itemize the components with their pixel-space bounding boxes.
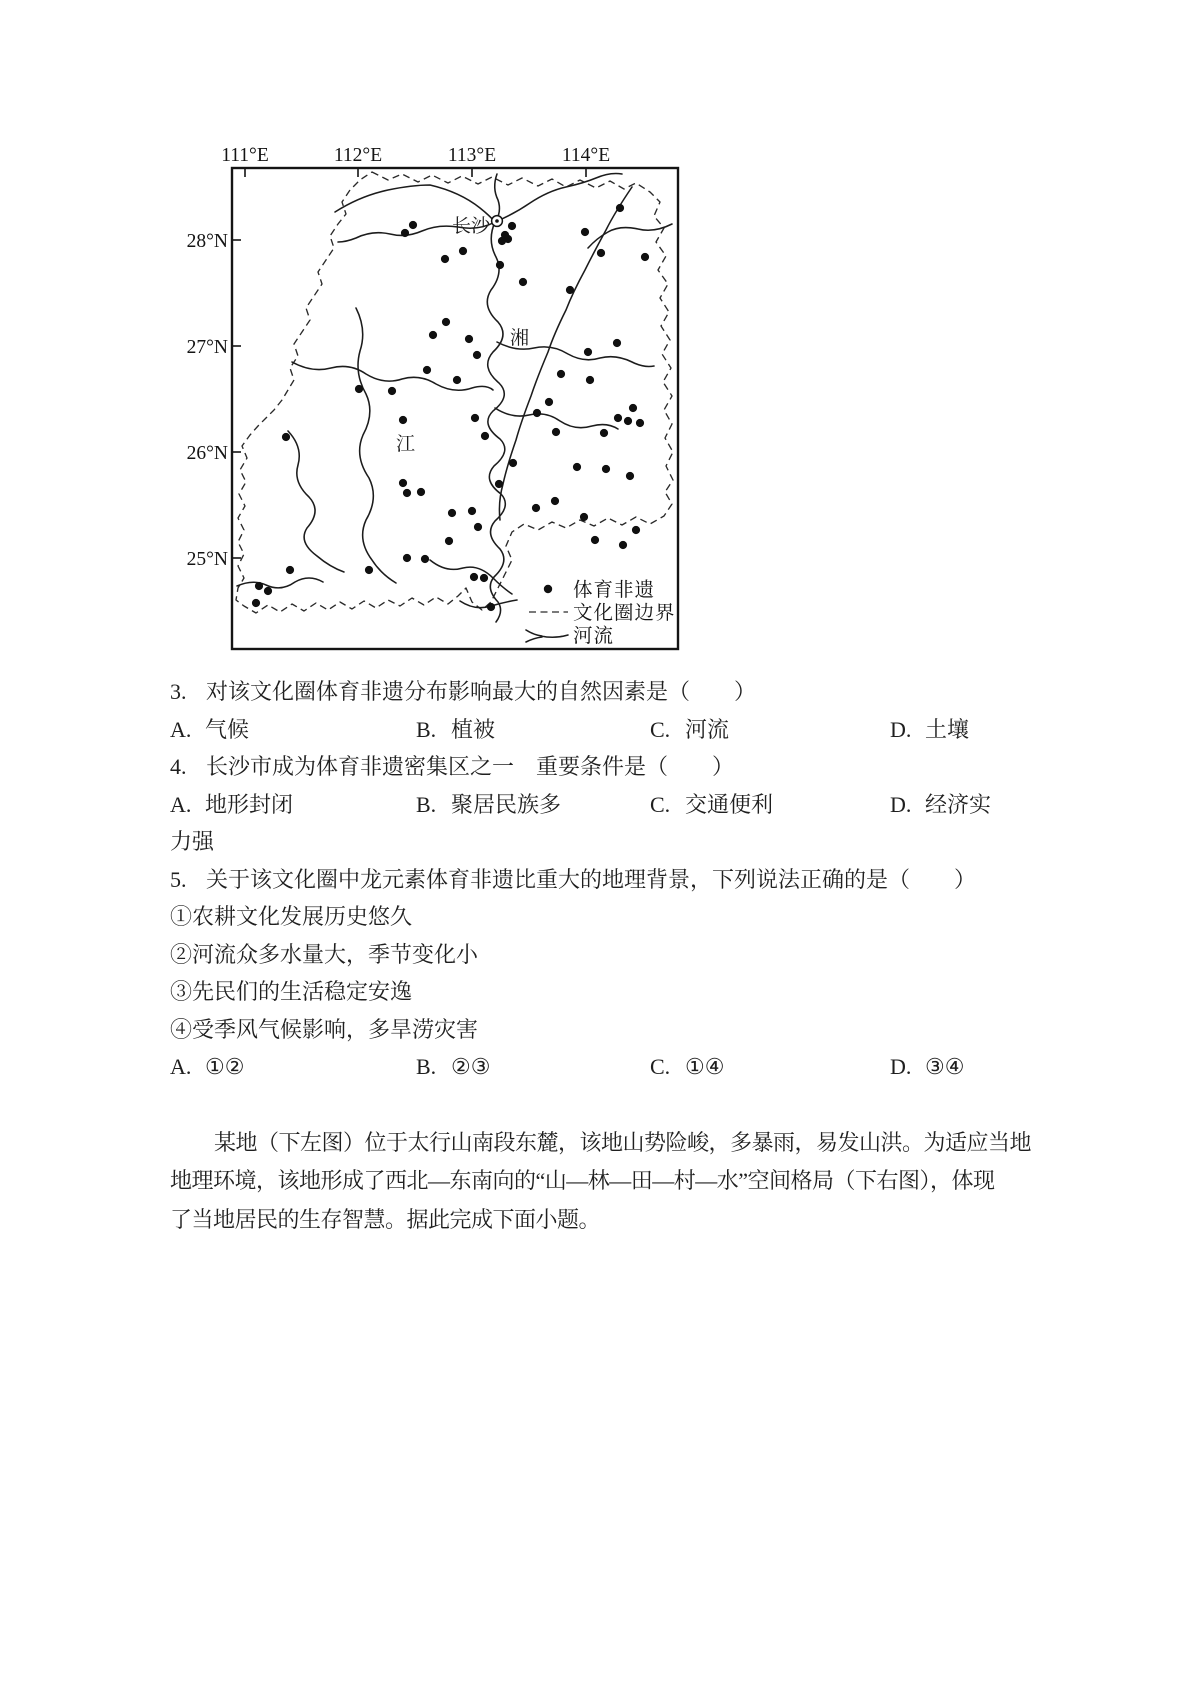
heritage-point — [255, 582, 263, 590]
culture-boundary-path — [236, 172, 673, 613]
heritage-point — [441, 255, 449, 263]
legend-river-label: 河流 — [573, 626, 615, 647]
heritage-point — [509, 459, 517, 467]
heritage-point — [264, 587, 272, 595]
passage-line-3: 了当地居民的生存智慧。据此完成下面小题。 — [170, 1207, 601, 1232]
heritage-point — [636, 419, 644, 427]
river-path — [288, 431, 344, 572]
passage-line-2: 地理环境，该地形成了西北—东南向的“山—林—田—村—水”空间格局（下右图），体现 — [170, 1168, 995, 1193]
option-3c: C. 河流 — [650, 717, 730, 742]
heritage-point — [597, 249, 605, 257]
heritage-point — [641, 253, 649, 261]
question-5-item-1: ①农耕文化发展历史悠久 — [170, 904, 413, 929]
heritage-point — [470, 573, 478, 581]
heritage-point — [282, 433, 290, 441]
question-5-item-3: ③先民们的生活稳定安逸 — [170, 979, 413, 1004]
heritage-point — [519, 278, 527, 286]
heritage-point — [474, 523, 482, 531]
heritage-point — [417, 488, 425, 496]
heritage-point — [557, 370, 565, 378]
heritage-point — [471, 414, 479, 422]
heritage-point — [581, 228, 589, 236]
heritage-point — [403, 489, 411, 497]
map-legend — [526, 579, 676, 647]
heritage-point — [423, 366, 431, 374]
option-5a: A. ①② — [170, 1054, 245, 1079]
legend-dot-label: 体育非遗 — [573, 580, 656, 601]
heritage-point — [624, 417, 632, 425]
heritage-point — [584, 348, 592, 356]
option-3b: B. 植被 — [416, 717, 496, 742]
heritage-point — [495, 480, 503, 488]
river-path — [292, 362, 493, 390]
question-4-stem: 4. 长沙市成为体育非遗密集区之一 重要条件是（ ） — [170, 754, 735, 779]
jiang-river-label: 江 — [396, 434, 416, 455]
heritage-point — [629, 404, 637, 412]
heritage-point — [473, 351, 481, 359]
heritage-point — [401, 229, 409, 237]
river-network — [237, 174, 672, 623]
heritage-point — [600, 429, 608, 437]
heritage-point — [480, 574, 488, 582]
question-3-number: 3. — [170, 679, 187, 704]
river-path — [356, 308, 396, 583]
legend-boundary-label: 文化圈边界 — [573, 603, 676, 624]
changsha-marker — [492, 216, 503, 227]
heritage-point — [586, 376, 594, 384]
legend-dot-symbol — [544, 585, 552, 593]
option-4d-overflow: 力强 — [170, 829, 215, 854]
heritage-point — [552, 428, 560, 436]
heritage-point — [619, 541, 627, 549]
river-path — [237, 578, 323, 588]
lon-label: 112°E — [333, 145, 383, 166]
heritage-point — [481, 432, 489, 440]
question-3-options — [170, 716, 1180, 743]
heritage-points-group — [252, 204, 649, 611]
heritage-point — [580, 513, 588, 521]
heritage-point — [365, 566, 373, 574]
question-5-item-4: ④受季风气候影响，多旱涝灾害 — [170, 1017, 479, 1042]
heritage-point — [355, 385, 363, 393]
question-5-stem: 5. 关于该文化圈中龙元素体育非遗比重大的地理背景，下列说法正确的是（ ） — [170, 867, 977, 892]
hunan-sports-heritage-map — [160, 130, 690, 660]
heritage-point — [626, 472, 634, 480]
river-path — [495, 174, 622, 223]
xiang-river-label: 湘 — [510, 328, 530, 349]
option-3d: D. 土壤 — [890, 717, 970, 742]
lat-label: 25°N — [186, 549, 228, 570]
lon-label: 111°E — [221, 145, 269, 166]
heritage-point — [388, 387, 396, 395]
heritage-point — [573, 463, 581, 471]
heritage-point — [532, 504, 540, 512]
question-4-number: 4. — [170, 754, 187, 779]
river-path — [495, 174, 500, 222]
lon-label: 114°E — [561, 145, 611, 166]
heritage-point — [442, 318, 450, 326]
question-4-options — [170, 791, 1180, 818]
option-4a: A. 地形封闭 — [170, 792, 294, 817]
question-5-number: 5. — [170, 867, 187, 892]
heritage-point — [468, 507, 476, 515]
lat-label: 27°N — [186, 337, 228, 358]
heritage-point — [533, 409, 541, 417]
heritage-point — [545, 398, 553, 406]
option-5b: B. ②③ — [416, 1054, 491, 1079]
question-5-item-2: ②河流众多水量大，季节变化小 — [170, 942, 479, 967]
heritage-point — [409, 221, 417, 229]
heritage-point — [566, 286, 574, 294]
heritage-point — [498, 237, 506, 245]
heritage-point — [429, 331, 437, 339]
question-5-options — [170, 1053, 1180, 1080]
heritage-point — [614, 414, 622, 422]
heritage-point — [252, 599, 260, 607]
heritage-point — [448, 509, 456, 517]
option-3a: A. 气候 — [170, 717, 250, 742]
heritage-point — [591, 536, 599, 544]
river-path — [487, 222, 505, 622]
heritage-point — [487, 603, 495, 611]
heritage-point — [602, 465, 610, 473]
option-4d: D. 经济实 — [890, 792, 992, 817]
passage-line-1: 某地（下左图）位于太行山南段东麓，该地山势险峻，多暴雨，易发山洪。为适应当地 — [214, 1130, 1032, 1155]
river-path — [495, 408, 618, 429]
lat-label: 28°N — [186, 231, 228, 252]
lat-label: 26°N — [186, 443, 228, 464]
heritage-point — [399, 416, 407, 424]
heritage-point — [286, 566, 294, 574]
map-svg — [160, 130, 690, 660]
map-frame — [232, 168, 678, 649]
heritage-point — [403, 554, 411, 562]
option-4c: C. 交通便利 — [650, 792, 774, 817]
heritage-point — [399, 479, 407, 487]
heritage-point — [453, 376, 461, 384]
heritage-point — [508, 222, 516, 230]
option-5c: C. ①④ — [650, 1054, 725, 1079]
heritage-point — [465, 335, 473, 343]
heritage-point — [445, 537, 453, 545]
option-4b: B. 聚居民族多 — [416, 792, 562, 817]
heritage-point — [421, 555, 429, 563]
heritage-point — [616, 204, 624, 212]
heritage-point — [551, 497, 559, 505]
river-path — [588, 224, 672, 248]
heritage-point — [459, 247, 467, 255]
question-3-stem: 3. 对该文化圈体育非遗分布影响最大的自然因素是（ ） — [170, 679, 757, 704]
heritage-point — [632, 526, 640, 534]
heritage-point — [613, 339, 621, 347]
changsha-label: 长沙 — [451, 216, 490, 237]
option-5d: D. ③④ — [890, 1054, 965, 1079]
lon-label: 113°E — [447, 145, 497, 166]
legend-river-symbol — [526, 630, 568, 642]
heritage-point — [496, 261, 504, 269]
